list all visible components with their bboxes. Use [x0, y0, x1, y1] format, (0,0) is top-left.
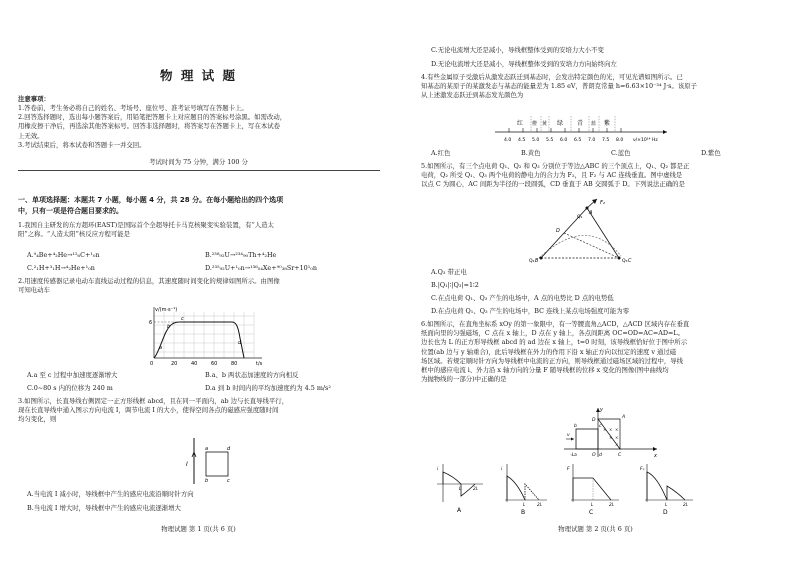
- graph-axis-label: i: [437, 467, 439, 472]
- graph-tick: L: [523, 502, 526, 507]
- q2-option-d: D.a 到 b 时间内的平均加速度约为 4.5 m/s²: [205, 384, 331, 392]
- question-line: 3.如图所示，长直导线右侧固定一正方形线框 abcd，且在同一平面内，ab 边与长直导线平行，: [18, 397, 289, 405]
- graph-point-b: b: [167, 324, 171, 330]
- axis-x-label: x: [654, 453, 657, 459]
- spectrum-color: 红: [517, 120, 524, 127]
- notice-line: 3.考试结束后，将本试卷和答题卡一并交回。: [18, 140, 146, 149]
- q1-option-b: B.²³⁸₉₂U→²³⁴₉₀Th+⁴₂He: [205, 251, 277, 259]
- point-d-label: D: [556, 228, 560, 234]
- question-1: [18, 221, 274, 239]
- q5-option-d: D.在点电荷 Q₁、Q₃ 产生的电场中，BC 连线上某点电场强度可能为零: [431, 307, 630, 315]
- question-line: 框中的感应电流 i、外力沿 x 轴方向的分量 F 随导线框的位移 x 变化的图像(图中曲线均: [421, 366, 669, 375]
- q3-option-a: A.当电流 I 减小时，导线框中产生的感应电流沿顺时针方向: [27, 490, 194, 498]
- q3-option-d: D.无论电流增大还是减小，导线框整体受到的安培力方向始终向左: [431, 60, 617, 68]
- spectrum-color: 蓝: [591, 121, 597, 127]
- spectrum-tick: 7.5: [602, 138, 610, 143]
- notice-line: 1.答卷前，考生务必将自己的姓名、考场号、座位号、准考证号填写在答题卡上。: [18, 104, 248, 112]
- charge-q2-label: Q₂: [529, 259, 535, 264]
- question-line: 2.用速度传感器记录电动车直线运动过程的信息，其速度随时间变化的规律如图所示。由图像: [18, 277, 280, 285]
- spectrum-tick: 7.0: [588, 138, 596, 143]
- graph-option-label: C: [589, 509, 594, 516]
- graph-axis-label: F: [567, 467, 570, 472]
- option-graph-b: [499, 462, 551, 516]
- exam-time-line: 考试时间为 75 分钟，满分 100 分: [149, 158, 248, 166]
- option-graph-a: [435, 462, 487, 516]
- spectrum-tick: 6.5: [574, 138, 582, 143]
- q1-option-a: A.⁹₄Be+⁴₂He→¹²₆C+¹₀n: [27, 251, 100, 259]
- q1-option-d: D.²³⁵₉₂U+¹₀n→¹³⁶₅₄Xe+⁹⁰₃₈Sr+10¹₀n: [205, 264, 317, 272]
- q4-option-c: C.蓝色: [611, 149, 631, 157]
- graph-tick: 2L: [537, 502, 542, 507]
- velocity-label: v: [567, 433, 570, 438]
- spectrum-color: 橙: [532, 121, 538, 127]
- graph-tick: 2L: [609, 502, 614, 507]
- q5-option-b: B.|Q₁|∶|Q₃|=1∶2: [431, 281, 479, 289]
- graph-x-tick: 40: [191, 361, 198, 367]
- question-line: 以点 C 为圆心，AC 间距为半径的一段圆弧，CD 垂直于 AB 交圆弧于 D。下列说法正确的是: [421, 180, 685, 189]
- question-line: 1.我国自主研发的东方超环(EAST)是国际首个全超导托卡马克核聚变实验装置，有“人造太: [18, 221, 274, 229]
- graph-y-tick: 6: [149, 320, 153, 326]
- current-label: I: [186, 461, 188, 468]
- graph-y-label: v/(m·s⁻¹): [155, 307, 178, 313]
- section-heading-line: 一、单项选择题：本题共 7 小题，每小题 4 分，共 28 分。在每小题给出的四个选项: [18, 196, 284, 204]
- question-line: 纸面向里的匀强磁场，C 点在 x 轴上，D 点在 y 轴上，各点间距离 OC=OD=AC=AD=L。: [421, 329, 685, 338]
- graph-x-label: t/s: [256, 361, 263, 367]
- page-footer: 物理试题 第 1 页(共 6 页): [161, 525, 236, 533]
- q2-option-b: B.a、b 两状态加速度的方向相反: [205, 371, 299, 379]
- svg-text:×: ×: [609, 435, 613, 440]
- question-2: [18, 277, 280, 295]
- frame-d: d: [599, 453, 602, 458]
- graph-option-label: B: [521, 509, 526, 516]
- question-line: 位置(ab 边与 y 轴重合)，此后导线框在外力的作用下沿 x 轴正方向以恒定的速度 v 通过磁: [421, 347, 677, 356]
- axis-y-label: y: [600, 407, 603, 413]
- question-line: 电荷，Q₂ 所受 Q₁、Q₃ 两个电荷的静电力的合力为 F₂，且 F₂ 与 AC 连线垂直。图中虚线是: [421, 171, 683, 180]
- triangle-charge-figure: [527, 196, 637, 266]
- question-line: 现在长直导线中通入图示方向电流 I，调节电流 I 的大小，使得空间各点的磁感应强度随时间: [18, 406, 279, 415]
- svg-text:×: ×: [603, 427, 607, 432]
- question-line: 4.有些金属原子受激后从激发态跃迁到基态时，会发出特定颜色的光，可见光谱如图所示。已: [421, 73, 683, 81]
- graph-x-tick: 20: [171, 361, 178, 367]
- question-3: [18, 397, 288, 425]
- q2-option-c: C.0~80 s 内的位移为 240 m: [27, 384, 113, 392]
- page-right: [397, 0, 794, 562]
- spectrum-unit: ν/×10¹⁴ Hz: [633, 138, 658, 143]
- spectrum-tick: 4.5: [518, 138, 526, 143]
- charge-q3-label: Q₃: [622, 259, 628, 264]
- question-line: 5.如图所示，有三个点电荷 Q₁、Q₂ 和 Q₃ 分别位于等边△ABC 的三个顶点上，Q₁、Q₂ 都是正: [421, 162, 690, 170]
- question-line: 边长也为 L 的正方形导线框 abcd 的 ad 边在 x 轴上，t=0 时刻，该导线框恰好位于图中所示: [421, 338, 688, 347]
- question-line: 场区域。若规定顺时针方向为导线框中电流的正方向，则导线框通过磁场区域的过程中，导线: [421, 356, 684, 365]
- corner-a: a: [205, 446, 209, 452]
- graph-point-a: a: [159, 345, 163, 351]
- graph-option-label: A: [457, 507, 462, 514]
- neg-l-label: -L: [570, 453, 575, 458]
- corner-d: d: [227, 446, 231, 452]
- spectrum-color: 绿: [557, 120, 564, 127]
- question-line: 知基态的某原子的某激发态与基态的能量差为 1.85 eV，普朗克常量 h=6.63×10⁻³⁴ J·s。该原子: [421, 82, 698, 91]
- notice-heading: 注意事项：: [18, 95, 50, 103]
- force-f2-label: F₂: [600, 200, 605, 206]
- origin-label: O: [592, 453, 596, 458]
- question-line: 可知电动车: [18, 286, 50, 295]
- svg-text:×: ×: [609, 427, 613, 432]
- spectrum-tick: 5.0: [532, 138, 540, 143]
- velocity-time-graph: [140, 304, 275, 370]
- question-line: 6.如图所示，在直角坐标系 xOy 的第一象限中，有一等腰直角△ACD，△ACD 区域内存在垂直: [421, 320, 690, 328]
- q4-option-b: B.黄色: [521, 149, 541, 157]
- graph-x-tick: 60: [211, 361, 218, 367]
- graph-point-c: c: [181, 316, 184, 322]
- svg-text:×: ×: [615, 435, 619, 440]
- spectrum-tick: 4.0: [504, 138, 512, 143]
- question-6: [421, 320, 689, 384]
- frame-a: b: [574, 424, 577, 429]
- wire-loop-figure: [180, 436, 240, 486]
- corner-c: c: [227, 478, 230, 484]
- section-heading: [18, 195, 283, 216]
- divider: [18, 170, 380, 171]
- question-5: [421, 162, 689, 190]
- vertex-a-label: A: [589, 210, 593, 216]
- notice-line: 用橡皮擦干净后，再选涂其他答案标号。回答非选择题时，将答案写在答题卡上，写在本试卷: [18, 122, 281, 131]
- vertex-b-label: B: [535, 258, 539, 264]
- notice-line: 2.回答选择题时，选出每小题答案后，用铅笔把答题卡上对应题目的答案标号涂黑。如需改动，: [18, 113, 287, 122]
- notice-list: [18, 104, 286, 150]
- exam-title: 物 理 试 题: [159, 68, 238, 83]
- spectrum-color: 黄: [542, 121, 548, 127]
- spectrum-tick: 8.0: [616, 138, 624, 143]
- spectrum-tick: 6.0: [560, 138, 568, 143]
- spectrum-color: 青: [577, 120, 584, 127]
- graph-tick: 2L: [473, 486, 478, 491]
- question-line: 阳”之称。“人造太阳”核反应方程可能是: [18, 230, 131, 239]
- q3-option-c: C.无论电流增大还是减小，导线框整体受到的安培力大小不变: [431, 46, 604, 54]
- section-heading-line: 中，只有一项是符合题目要求的。: [18, 206, 123, 215]
- question-4: [421, 73, 697, 101]
- vertex-c-label: C: [628, 258, 632, 264]
- charge-q1-label: Q₁: [577, 215, 583, 220]
- visible-spectrum-figure: [487, 108, 707, 148]
- graph-origin: 0: [150, 361, 154, 367]
- spectrum-tick: 5.5: [546, 138, 554, 143]
- graph-tick: L: [591, 502, 594, 507]
- point-a-label: A: [622, 415, 626, 420]
- graph-axis-label: i: [501, 467, 503, 472]
- corner-b: b: [205, 478, 209, 484]
- q5-option-c: C.在点电荷 Q₁、Q₃ 产生的电场中，A 点的电势比 D 点的电势低: [431, 294, 614, 302]
- q5-option-a: A.Q₃ 带正电: [431, 268, 467, 276]
- q4-option-a: A.红色: [431, 149, 451, 157]
- q1-option-c: C.²₁H+³₁H→⁴₂He+¹₀n: [27, 264, 95, 272]
- q4-option-d: D.紫色: [701, 149, 721, 157]
- svg-text:×: ×: [615, 442, 619, 447]
- notice-line: 上无效。: [18, 131, 44, 140]
- frame-c: c: [599, 424, 602, 429]
- frame-a-bottom: a: [574, 453, 577, 458]
- graph-option-label: D: [663, 509, 668, 516]
- graph-x-tick: 80: [231, 361, 238, 367]
- q3-option-b: B.当电流 I 增大时，导线框中产生的感应电流逐渐增大: [27, 504, 181, 512]
- option-graph-c: [565, 462, 623, 516]
- graph-tick: L: [665, 502, 668, 507]
- question-line: 为抛物线的一部分)中正确的是: [421, 375, 507, 384]
- option-graph-d: [639, 462, 697, 516]
- graph-point-d: d: [238, 340, 242, 346]
- spectrum-color: 紫: [604, 120, 611, 127]
- question-line: 均匀变化，则: [18, 415, 57, 424]
- question-line: 从上述激发态跃迁到基态发光颜色为: [421, 91, 524, 100]
- graph-axis-label: Fₓ: [640, 467, 645, 472]
- page-footer: 物理试题 第 2 页(共 6 页): [558, 525, 633, 533]
- graph-tick: 2L: [683, 502, 688, 507]
- svg-text:×: ×: [615, 427, 619, 432]
- point-c-label: C: [618, 453, 622, 458]
- magnetic-field-figure: [562, 405, 662, 460]
- graph-tick: L: [459, 486, 462, 491]
- point-d-label: D: [592, 418, 596, 423]
- q2-option-a: A.a 至 c 过程中加速度逐渐增大: [27, 371, 118, 379]
